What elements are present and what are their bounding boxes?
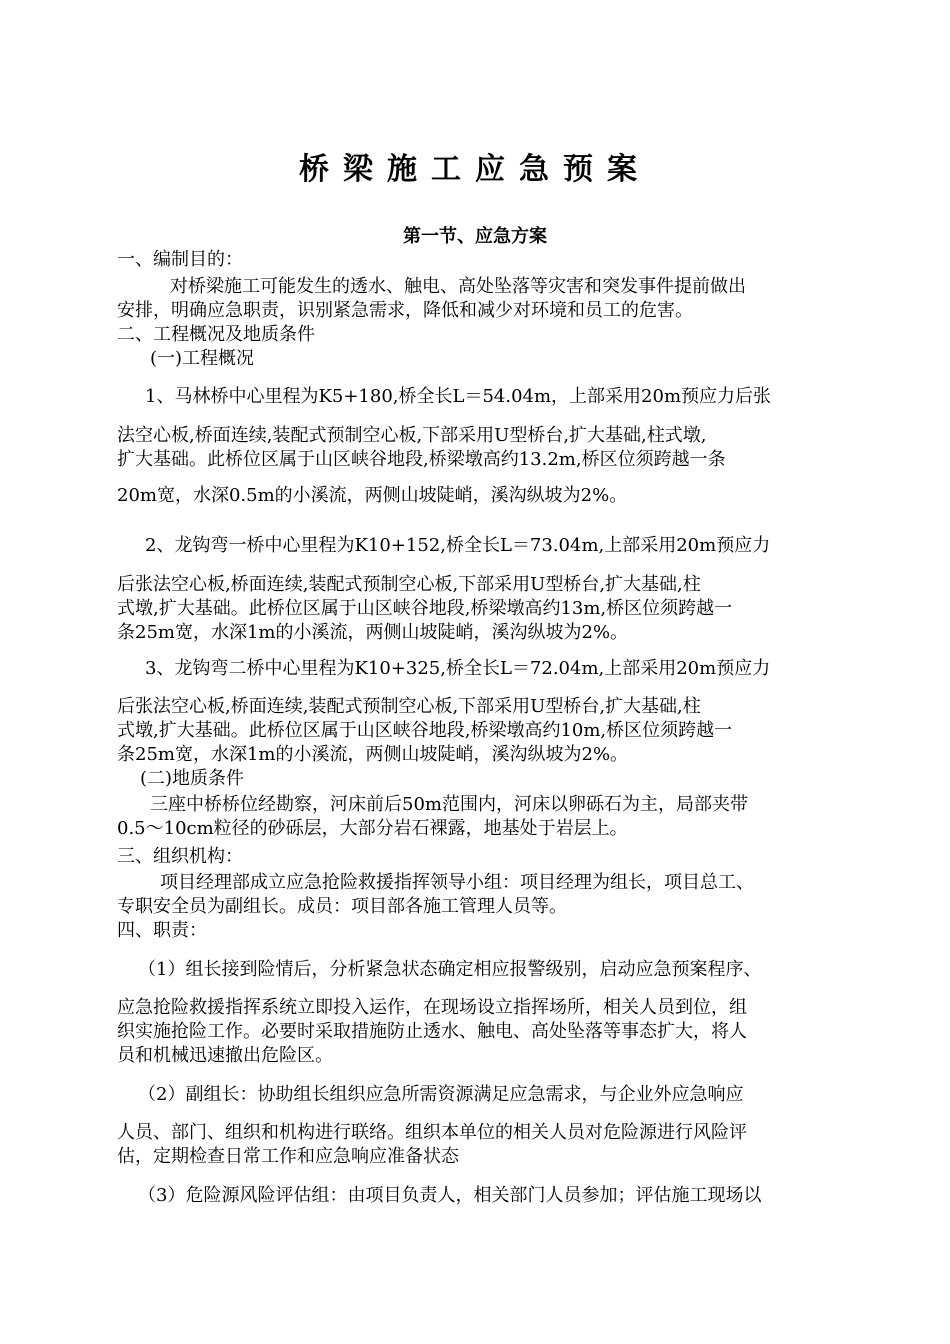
subheading: (一)工程概况 [150, 348, 255, 369]
paragraph-line: 三座中桥桥位经勘察，河床前后50m范围内，河床以卵砾石为主，局部夹带 [150, 794, 748, 815]
paragraph-line: 估，定期检查日常工作和应急响应准备状态 [117, 1146, 459, 1167]
heading-1: 一、编制目的： [117, 249, 243, 270]
paragraph-line: 织实施抢险工作。必要时采取措施防止透水、触电、高处坠落等事态扩大，将人 [117, 1021, 747, 1042]
paragraph-line: （1）组长接到险情后，分析紧急状态确定相应报警级别，启动应急预案程序、 [138, 959, 762, 980]
paragraph-line: 员和机械迅速撤出危险区。 [117, 1045, 333, 1066]
paragraph-line: 2、龙钩弯一桥中心里程为K10+152,桥全长L＝73.04m,上部采用20m预应力 [145, 535, 771, 556]
paragraph-line: 3、龙钩弯二桥中心里程为K10+325,桥全长L＝72.04m,上部采用20m预应力 [145, 658, 771, 679]
paragraph-line: 项目经理部成立应急抢险救援指挥领导小组：项目经理为组长，项目总工、 [160, 872, 754, 893]
heading-2: 二、工程概况及地质条件 [117, 324, 315, 345]
paragraph-line: 20m宽，水深0.5m的小溪流，两侧山坡陡峭，溪沟纵坡为2%。 [117, 485, 628, 506]
paragraph-line: 专职安全员为副组长。成员：项目部各施工管理人员等。 [117, 896, 567, 917]
paragraph-line: 后张法空心板,桥面连续,装配式预制空心板,下部采用U型桥台,扩大基础,柱 [117, 696, 701, 717]
paragraph-line: 人员、部门、组织和机构进行联络。组织本单位的相关人员对危险源进行风险评 [117, 1122, 747, 1143]
paragraph-line: 式墩,扩大基础。此桥位区属于山区峡谷地段,桥梁墩高约10m,桥区位须跨越一 [117, 720, 733, 741]
paragraph-line: 式墩,扩大基础。此桥位区属于山区峡谷地段,桥梁墩高约13m,桥区位须跨越一 [117, 598, 733, 619]
paragraph-line: 安排，明确应急职责，识别紧急需求，降低和减少对环境和员工的危害。 [117, 300, 693, 321]
paragraph-line: 对桥梁施工可能发生的透水、触电、高处坠落等灾害和突发事件提前做出 [170, 276, 746, 297]
paragraph-line: 应急抢险救援指挥系统立即投入运作，在现场设立指挥场所，相关人员到位，组 [117, 997, 747, 1018]
section-heading: 第一节、应急方案 [403, 226, 547, 247]
paragraph-line: （3）危险源风险评估组：由项目负责人，相关部门人员参加；评估施工现场以 [138, 1185, 762, 1206]
subheading: (二)地质条件 [140, 768, 245, 789]
document-title: 桥梁施工应急预案 [299, 152, 651, 187]
paragraph-line: 条25m宽，水深1m的小溪流，两侧山坡陡峭，溪沟纵坡为2%。 [117, 622, 629, 643]
heading-4: 四、职责： [117, 920, 207, 941]
heading-3: 三、组织机构： [117, 846, 243, 867]
paragraph-line: 1、马林桥中心里程为K5+180,桥全长L＝54.04m，上部采用20m预应力后张 [145, 386, 772, 407]
paragraph-line: 条25m宽，水深1m的小溪流，两侧山坡陡峭，溪沟纵坡为2%。 [117, 744, 629, 765]
paragraph-line: 后张法空心板,桥面连续,装配式预制空心板,下部采用U型桥台,扩大基础,柱 [117, 574, 701, 595]
paragraph-line: 扩大基础。此桥位区属于山区峡谷地段,桥梁墩高约13.2m,桥区位须跨越一条 [117, 449, 726, 470]
paragraph-line: 0.5～10cm粒径的砂砾层，大部分岩石裸露，地基处于岩层上。 [117, 818, 628, 839]
paragraph-line: 法空心板,桥面连续,装配式预制空心板,下部采用U型桥台,扩大基础,柱式墩, [117, 425, 707, 446]
paragraph-line: （2）副组长：协助组长组织应急所需资源满足应急需求，与企业外应急响应 [138, 1084, 744, 1105]
